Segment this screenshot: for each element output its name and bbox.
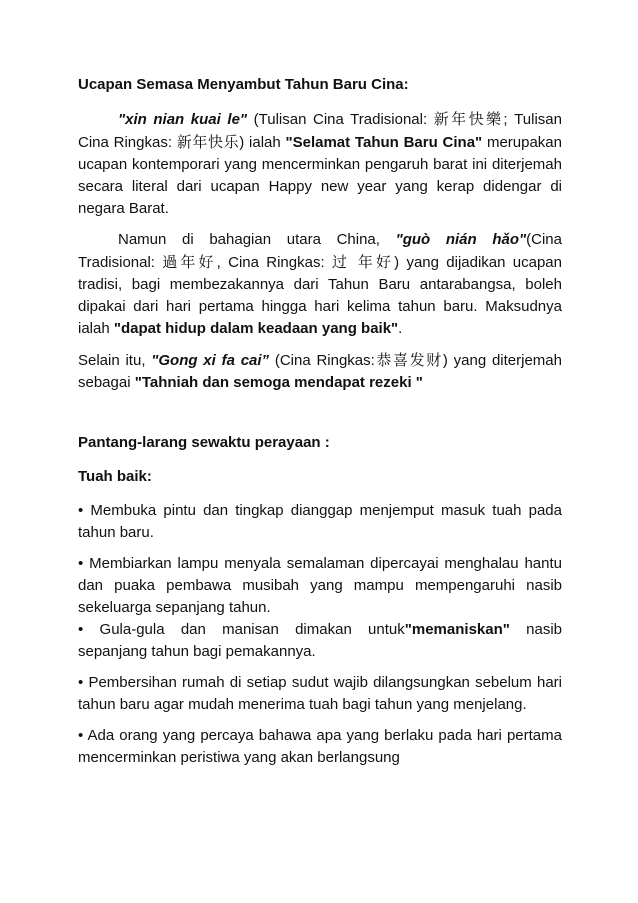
bullet-item <box>78 619 562 663</box>
paragraph-xin-nian <box>78 108 562 220</box>
greeting-selamat: "Selamat Tahun Baru Cina" <box>285 134 483 151</box>
bullet-item: • Pembersihan rumah di setiap sudut wajib dilangsungkan sebelum hari tahun baru agar mudah menerima tuah bagi tahun yang menjelang. <box>78 674 562 713</box>
text: Selain itu, <box>78 352 152 369</box>
word-memaniskan: "memaniskan" <box>404 621 510 638</box>
text: . <box>398 320 403 337</box>
bullet-item: • Ada orang yang percaya bahawa apa yang berlaku pada hari pertama mencerminkan peristiwa yang akan berlangsung <box>78 727 562 766</box>
meaning-hidup-baik: "dapat hidup dalam keadaan yang baik" <box>113 320 399 337</box>
chinese-traditional: 過年好 <box>162 253 217 271</box>
text: • Gula-gula dan manisan dimakan untuk <box>78 621 405 638</box>
chinese-simplified: 新年快乐 <box>176 133 240 151</box>
text: ; Tulisan Cina Ringkas: <box>78 111 562 151</box>
paragraph-gong-xi <box>78 349 562 394</box>
phrase-xin-nian: "xin nian kuai le" <box>118 111 248 128</box>
heading-tuah-baik: Tuah baik: <box>78 468 152 485</box>
text: , Cina Ringkas: <box>216 254 332 271</box>
meaning-tahniah: "Tahniah dan semoga mendapat rezeki " <box>134 374 423 391</box>
heading-ucapan: Ucapan Semasa Menyambut Tahun Baru Cina: <box>78 76 409 93</box>
text: ) yang dijadikan ucapan tradisi, bagi membezakannya dari Tahun Baru antarabangsa, boleh dipakai dari hari pertama hingga hari kelima tahun baru. Maksudnya ialah <box>78 254 562 337</box>
text: (Cina Tradisional: <box>78 231 562 271</box>
phrase-gong-xi: "Gong xi fa cai” <box>151 352 270 369</box>
text: ) ialah <box>239 134 286 151</box>
bullet-item: • Membiarkan lampu menyala semalaman dipercayai menghalau hantu dan puaka pembawa musibah yang mampu mempengaruhi nasib sekeluarga sepanjang tahun. <box>78 555 562 616</box>
bullet-item: • Membuka pintu dan tingkap dianggap menjemput masuk tuah pada tahun baru. <box>78 502 562 541</box>
phrase-guo-nian: "guò nián hǎo" <box>395 231 527 248</box>
chinese-simplified: 恭喜发财 <box>374 351 443 369</box>
text: merupakan ucapan kontemporari yang mencerminkan pengaruh barat ini diterjemah secara literal dari ucapan Happy new year yang kerap didengar di negara Barat. <box>78 134 562 217</box>
text: (Tulisan Cina Tradisional: <box>247 111 434 128</box>
chinese-simplified: 过 年好 <box>331 253 395 271</box>
chinese-traditional: 新年快樂 <box>433 110 504 128</box>
text: ) yang diterjemah sebagai <box>78 352 562 391</box>
document-page <box>78 74 562 769</box>
text: nasib sepanjang tahun bagi pemakannya. <box>78 621 563 660</box>
text: Namun di bahagian utara China, <box>118 231 396 248</box>
text: (Cina Ringkas: <box>269 352 375 369</box>
paragraph-guo-nian <box>78 229 562 340</box>
heading-pantang-larang: Pantang-larang sewaktu perayaan : <box>78 434 330 451</box>
